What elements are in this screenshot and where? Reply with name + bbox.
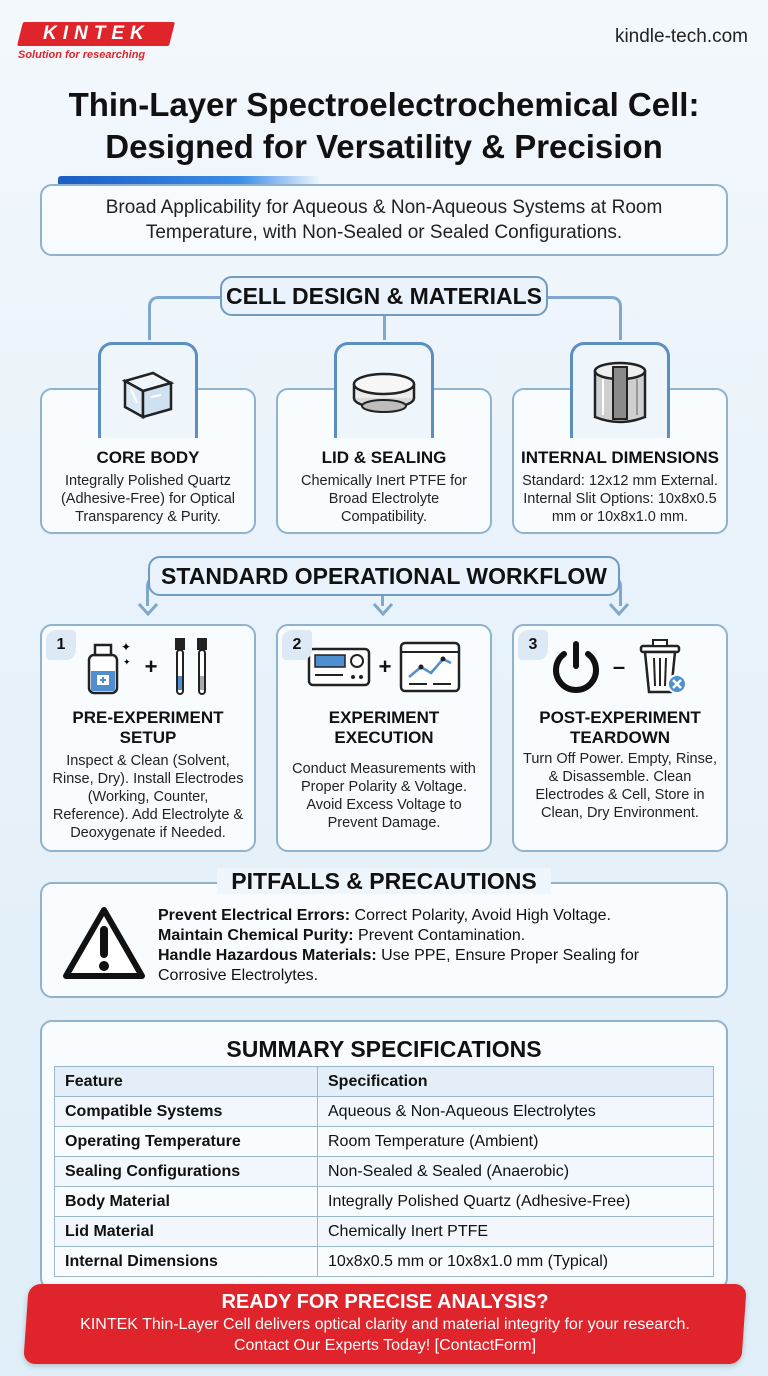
step-card-execution (276, 624, 492, 852)
pitfall-label: Maintain Chemical Purity: (158, 927, 354, 944)
cta-contact-link[interactable]: Contact Our Experts Today! [ContactForm] (233, 1337, 537, 1354)
svg-text:✦: ✦ (120, 640, 131, 654)
card-lid-sealing (276, 388, 492, 534)
pitfall-text: Prevent Contamination. (353, 927, 526, 944)
pitfall-label: Handle Hazardous Materials: (158, 947, 377, 964)
spec-table (54, 1066, 714, 1277)
column-header: Feature (55, 1067, 318, 1097)
electrodes-icon (169, 634, 213, 700)
workflow-arrows (136, 600, 636, 620)
pitfall-text: Use PPE, Ensure Proper Sealing for Corrosive Electrolytes. (158, 947, 640, 984)
pitfall-label: Prevent Electrical Errors: (158, 907, 351, 924)
design-heading: CELL DESIGN & MATERIALS (220, 276, 548, 316)
step-operator: + (144, 654, 158, 679)
card-text: Standard: 12x12 mm External. Internal Slit Options: 10x8x0.5 mm or 10x8x1.0 mm. (522, 473, 718, 525)
feature-cell: Compatible Systems (55, 1097, 318, 1127)
table-row (55, 1247, 714, 1277)
logo-text: KINTEK (42, 23, 150, 44)
card-title: INTERNAL DIMENSIONS (520, 448, 720, 467)
card-title: LID & SEALING (321, 448, 447, 467)
svg-text:✦: ✦ (122, 658, 131, 668)
table-row (55, 1187, 714, 1217)
spec-cell: Non-Sealed & Sealed (Anaerobic) (318, 1157, 714, 1187)
cta-line-1: KINTEK Thin-Layer Cell delivers optical clarity and material integrity for your research. (80, 1316, 690, 1333)
step-card-setup (40, 624, 256, 852)
kintek-logo[interactable] (20, 22, 172, 61)
pitfalls-panel (40, 882, 728, 998)
spec-cell: 10x8x0.5 mm or 10x8x1.0 mm (Typical) (318, 1247, 714, 1277)
step-title: EXPERIMENT EXECUTION (328, 708, 440, 747)
card-core-body (40, 388, 256, 534)
step-card-teardown (512, 624, 728, 852)
table-row (55, 1127, 714, 1157)
feature-cell: Sealing Configurations (55, 1157, 318, 1187)
feature-cell: Internal Dimensions (55, 1247, 318, 1277)
feature-cell: Body Material (55, 1187, 318, 1217)
step-text: Inspect & Clean (Solvent, Rinse, Dry). Install Electrodes (Working, Counter, Reference). Add Electrolyte & Deoxygenate if Needed. (52, 753, 244, 841)
step-number: 3 (518, 630, 548, 660)
step-text: Conduct Measurements with Proper Polarity & Voltage. Avoid Excess Voltage to Prevent Damage. (292, 761, 476, 831)
pitfall-item (158, 906, 710, 926)
spec-cell: Room Temperature (Ambient) (318, 1127, 714, 1157)
card-text: Chemically Inert PTFE for Broad Electrolyte Compatibility. (301, 473, 467, 525)
potentiostat-icon (307, 645, 371, 689)
warning-icon (62, 906, 146, 980)
column-header: Specification (318, 1067, 714, 1097)
logo-badge (17, 22, 175, 46)
step-title-line-1: POST-EXPERIMENT (539, 708, 701, 727)
cta-content[interactable] (26, 1290, 744, 1356)
step-text: Turn Off Power. Empty, Rinse, & Disassemble. Clean Electrodes & Cell, Store in Clean, Dry Environment. (523, 751, 717, 821)
trash-bin-icon (635, 636, 691, 698)
step-title: PRE-EXPERIMENT SETUP (72, 708, 224, 747)
card-title: CORE BODY (96, 448, 200, 467)
spec-cell: Aqueous & Non-Aqueous Electrolytes (318, 1097, 714, 1127)
table-row (55, 1097, 714, 1127)
cta-title: READY FOR PRECISE ANALYSIS? (221, 1291, 549, 1313)
feature-cell: Lid Material (55, 1217, 318, 1247)
pitfalls-heading: PITFALLS & PRECAUTIONS (217, 868, 550, 894)
title-line-1: Thin-Layer Spectroelectrochemical Cell: (68, 86, 700, 123)
step-number: 1 (46, 630, 76, 660)
ptfe-lid-icon (334, 342, 434, 438)
title-line-2: Designed for Versatility & Precision (105, 128, 663, 165)
spec-cell: Integrally Polished Quartz (Adhesive-Free) (318, 1187, 714, 1217)
data-chart-icon (399, 641, 461, 693)
applicability-banner: Broad Applicability for Aqueous & Non-Aqueous Systems at Room Temperature, with Non-Sealed or Sealed Configurations. (40, 184, 728, 256)
step-number: 2 (282, 630, 312, 660)
page-title (0, 84, 768, 168)
quartz-cube-icon (98, 342, 198, 438)
table-row (55, 1217, 714, 1247)
table-header-row (55, 1067, 714, 1097)
power-icon (549, 640, 603, 694)
spec-cell: Chemically Inert PTFE (318, 1217, 714, 1247)
step-title-line-2: TEARDOWN (569, 728, 671, 747)
pitfall-item (158, 946, 710, 986)
pitfall-text: Correct Polarity, Avoid High Voltage. (350, 907, 611, 924)
pitfall-list (158, 906, 710, 986)
pitfall-item (158, 926, 710, 946)
slit-cell-icon (570, 342, 670, 438)
logo-tagline: Solution for researching (18, 49, 146, 61)
card-text: Integrally Polished Quartz (Adhesive-Free) for Optical Transparency & Purity. (60, 473, 236, 525)
site-link[interactable]: kindle-tech.com (614, 26, 748, 47)
card-internal-dimensions (512, 388, 728, 534)
summary-heading: SUMMARY SPECIFICATIONS (226, 1036, 542, 1062)
pitfalls-heading-wrap (0, 868, 768, 895)
workflow-heading: STANDARD OPERATIONAL WORKFLOW (148, 556, 620, 596)
table-row (55, 1157, 714, 1187)
step-operator: + (378, 654, 392, 679)
cleaning-bottle-icon (83, 637, 133, 697)
step-operator: – (612, 654, 626, 679)
feature-cell: Operating Temperature (55, 1127, 318, 1157)
